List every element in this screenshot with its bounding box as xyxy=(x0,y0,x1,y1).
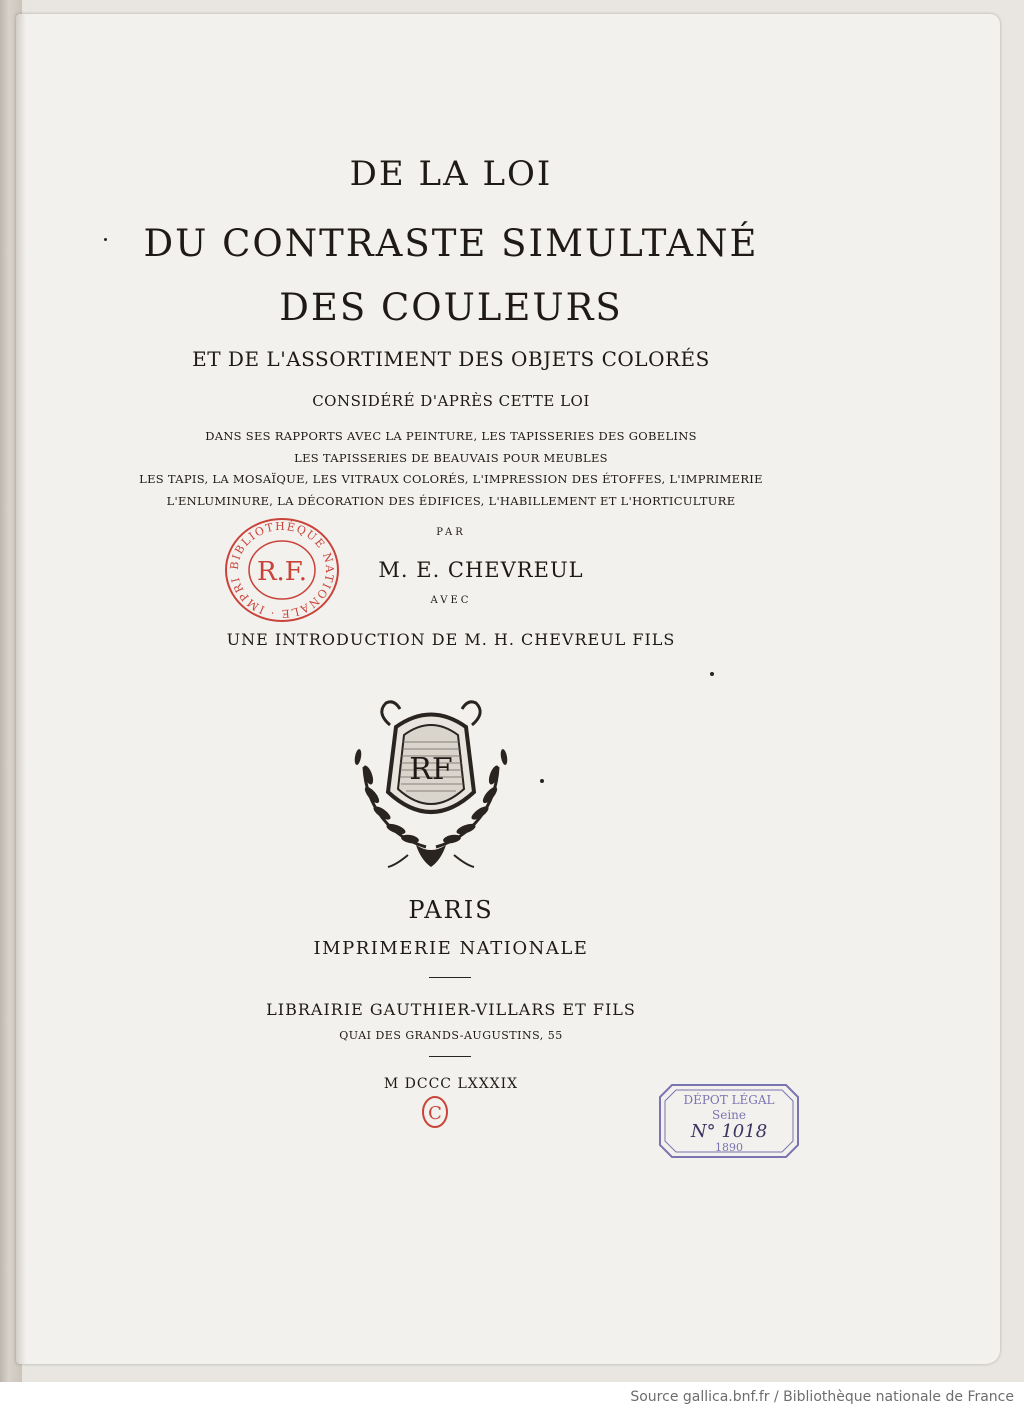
subject-line-4: L'ENLUMINURE, LA DÉCORATION DES ÉDIFICES, L'HABILLEMENT ET L'HORTICULTURE xyxy=(166,494,736,508)
depot-stamp-line-3: N° 1018 xyxy=(690,1121,768,1142)
with-label: AVEC xyxy=(430,595,472,606)
depot-stamp-line-4: 1890 xyxy=(715,1141,743,1154)
author-name: M. E. CHEVREUL xyxy=(378,558,584,582)
subject-line-3: LES TAPIS, LA MOSAÏQUE, LES VITRAUX COLORÉS, L'IMPRESSION DES ÉTOFFES, L'IMPRIMERIE xyxy=(139,472,763,486)
depot-stamp-line-2: Seine xyxy=(712,1108,746,1122)
subject-line-2: LES TAPISSERIES DE BEAUVAIS POUR MEUBLES xyxy=(294,451,608,465)
title-line-1: DE LA LOI xyxy=(349,154,553,194)
imprint-printer: IMPRIMERIE NATIONALE xyxy=(313,938,589,959)
imprint-address: QUAI DES GRANDS-AUGUSTINS, 55 xyxy=(339,1029,563,1042)
ink-speck xyxy=(540,779,544,783)
bnf-stamp-ring-text: BIBLIOTHÈQUE NATIONALE · IMPRI xyxy=(227,519,337,621)
imprint-year: M DCCC LXXXIX xyxy=(383,1076,519,1092)
imprint-publisher: LIBRAIRIE GAUTHIER-VILLARS ET FILS xyxy=(266,1000,636,1019)
title-page xyxy=(16,14,1000,1364)
depot-legal-stamp xyxy=(658,1083,800,1163)
imprint-city: PARIS xyxy=(408,896,494,924)
divider-rule-2 xyxy=(429,1056,471,1057)
copyright-mark-letter: C xyxy=(428,1103,442,1124)
subject-line-1: DANS SES RAPPORTS AVEC LA PEINTURE, LES TAPISSERIES DES GOBELINS xyxy=(205,429,697,443)
rf-emblem xyxy=(346,697,516,876)
introduction-line: UNE INTRODUCTION DE M. H. CHEVREUL FILS xyxy=(226,630,676,649)
divider-rule-1 xyxy=(429,977,471,978)
by-label: PAR xyxy=(436,527,466,538)
source-credit: Source gallica.bnf.fr / Bibliothèque nationale de France xyxy=(630,1389,1014,1405)
title-line-3: DES COULEURS xyxy=(279,286,623,329)
title-line-2: DU CONTRASTE SIMULTANÉ xyxy=(143,222,759,265)
bnf-stamp-center-text: R.F. xyxy=(256,557,308,587)
ink-speck xyxy=(710,672,714,676)
title-line-5: CONSIDÉRÉ D'APRÈS CETTE LOI xyxy=(312,392,590,410)
copyright-mark-stamp xyxy=(420,1094,450,1134)
title-line-4: ET DE L'ASSORTIMENT DES OBJETS COLORÉS xyxy=(192,347,710,371)
emblem-monogram: RF xyxy=(409,752,453,787)
depot-stamp-line-1: DÉPOT LÉGAL xyxy=(683,1093,775,1107)
bnf-library-stamp xyxy=(222,516,342,628)
ink-speck xyxy=(104,238,107,241)
